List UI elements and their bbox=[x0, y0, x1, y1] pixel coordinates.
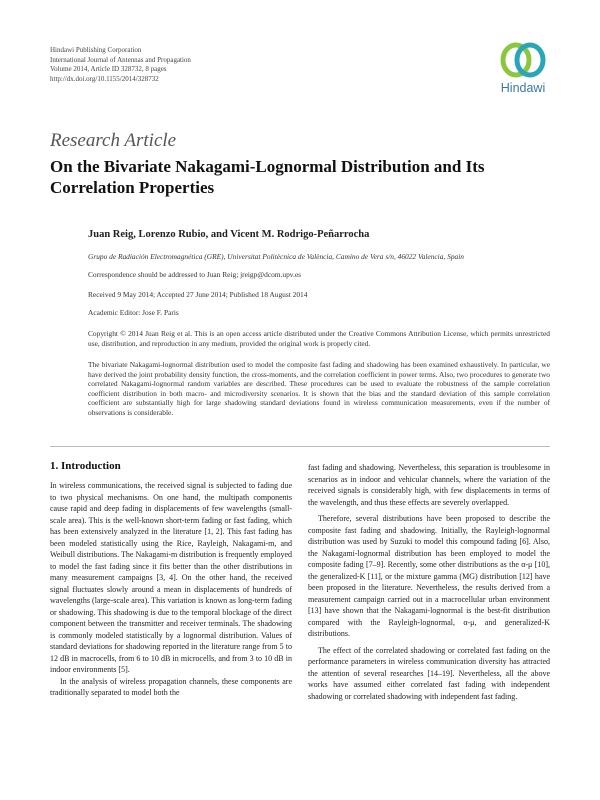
journal-name: International Journal of Antennas and Propagation bbox=[50, 55, 191, 64]
affiliation: Grupo de Radiación Electromagnética (GRE), Universitat Politècnica de València, Camino de Vera s/n, 46022 Valencia, Spain bbox=[88, 252, 464, 261]
paragraph: The effect of the correlated shadowing or correlated fast fading on the performance parameters in wireless communication diversity has attracted the attention of several researches [14–19]. Nevertheless, all the above works have assumed either correlated fast fading with independent shadowing or correlated shadowing with independent fast fading. bbox=[308, 645, 550, 701]
hindawi-rings-icon bbox=[498, 40, 548, 80]
author-list: Juan Reig, Lorenzo Rubio, and Vicent M. Rodrigo-Peñarrocha bbox=[88, 229, 370, 240]
article-title: On the Bivariate Nakagami-Lognormal Distribution and Its Correlation Properties bbox=[50, 157, 485, 197]
journal-header bbox=[50, 46, 191, 84]
section-heading: 1. Introduction bbox=[50, 460, 121, 472]
correspondence: Correspondence should be addressed to Juan Reig; jreigp@dcom.upv.es bbox=[88, 270, 302, 279]
doi-link[interactable]: http://dx.doi.org/10.1155/2014/328732 bbox=[50, 74, 159, 83]
publication-dates: Received 9 May 2014; Accepted 27 June 2014; Published 18 August 2014 bbox=[88, 290, 308, 299]
copyright-notice: Copyright © 2014 Juan Reig et al. This is an open access article distributed under the Creative Commons Attribution License, which permits unrestricted use, distribution, and reproduction in any medium, provided the original work is properly cited. bbox=[88, 329, 550, 348]
article-type: Research Article bbox=[50, 130, 177, 151]
right-column bbox=[308, 462, 550, 702]
abstract: The bivariate Nakagami-lognormal distribution used to model the composite fast fading and shadowing has been examined exhaustively. In particular, we have derived the joint probability density function, the cross-moments, and the correlation coefficient in power terms. Also, two procedures to generate two correlated Nakagami-lognormal random variables are described. These procedures can be used to evaluate the robustness of the sample correlation coefficient distribution in both macro- and microdiversity scenarios. It is shown that the bias and the standard deviation of this sample correlation coefficient are substantially high for large shadowing standard deviations found in wireless communication measurements, even if the number of observations is considerable. bbox=[88, 360, 550, 417]
left-column bbox=[50, 480, 292, 699]
section-divider bbox=[50, 446, 550, 447]
paragraph: Therefore, several distributions have been proposed to describe the composite fast fading and shadowing. Initially, the Rayleigh-lognormal distribution was used by Suzuki to model this compound fading [6]. Also, the Nakagami-lognormal distribution has been employed to model the composite fading [7–9]. Recently, some other distributions as the α-μ [10], the generalized-K [11], or the mixture gamma (MG) distribution [12] have been proposed in the literature. Nevertheless, the results derived from a measurement campaign carried out in a macrocellular urban environment [13] have shown that the Nakagami-lognormal is the best-fit distribution compared with the Rayleigh-lognormal, α-μ, and generalized-K distributions. bbox=[308, 514, 550, 638]
paragraph: In the analysis of wireless propagation channels, these components are traditionally separated to model both the bbox=[50, 676, 292, 697]
hindawi-logo bbox=[494, 40, 552, 95]
volume-info: Volume 2014, Article ID 328732, 8 pages bbox=[50, 65, 167, 73]
academic-editor: Academic Editor: Jose F. Paris bbox=[88, 308, 179, 317]
paragraph: fast fading and shadowing. Nevertheless, this separation is troublesome in scenarios as in indoor and vehicular channels, where the variation of the received signals is considerably high, with few displacements in terms of the wavelength, and thus these effects are severely overlapped. bbox=[308, 463, 550, 507]
paragraph: In wireless communications, the received signal is subjected to fading due to two physical mechanisms. On one hand, the multipath components cause rapid and deep fading in displacements of few wavelengths (small-scale area). This is the well-known short-term fading or fast fading, which has been extensively analyzed in the literature [1, 2]. This fast fading has been modeled statistically using the Rice, Rayleigh, Nakagami-m, and Weibull distributions. The Nakagami-m distribution is frequently employed to model the fast fading since it fits better than the other distributions in many measurement campaigns [3, 4]. On the other hand, the received signal fluctuates slowly around a mean in displacements of hundreds of wavelengths (large-scale area). This variation is known as long-term fading or shadowing. This shadowing is due to the temporal blockage of the direct component between the transmitter and receiver terminals. The shadowing is commonly modeled statistically by a lognormal distribution. Values of standard deviations for shadowing reported in the literature range from 5 to 12 dB in macrocells, from 6 to 10 dB in microcells, and from 3 to 10 dB in indoor environments [5]. bbox=[50, 481, 292, 674]
logo-wordmark: Hindawi bbox=[500, 81, 546, 95]
publisher-name: Hindawi Publishing Corporation bbox=[50, 46, 142, 54]
